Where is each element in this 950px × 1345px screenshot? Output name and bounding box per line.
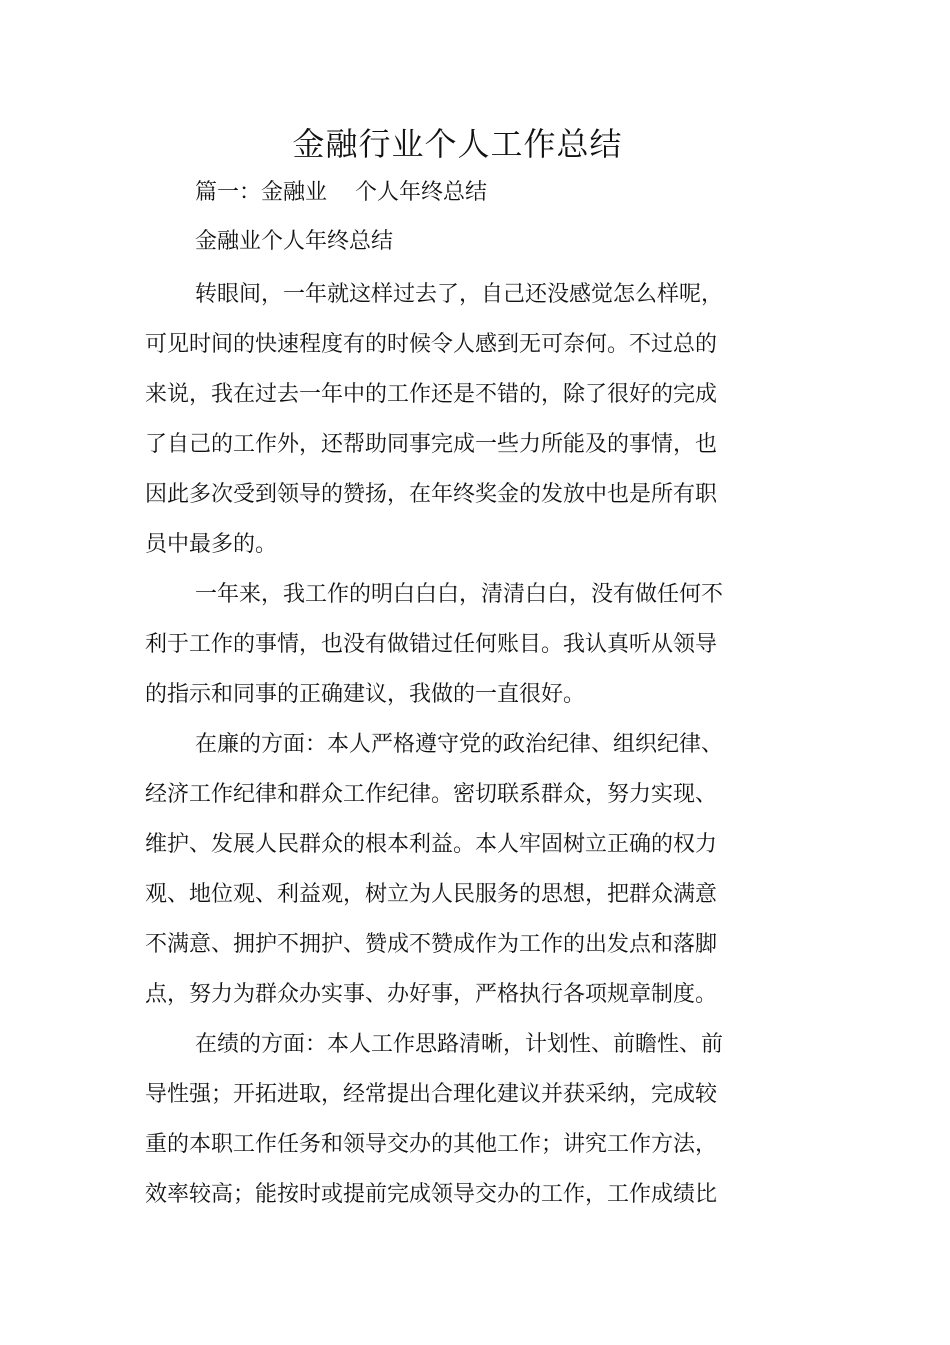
text-line: 可见时间的快速程度有的时候令人感到无可奈何。不过总的 xyxy=(145,332,718,357)
text-line: 员中最多的。 xyxy=(145,532,278,557)
text-line: 利于工作的事情，也没有做错过任何账目。我认真听从领导 xyxy=(145,632,718,657)
text-line: 点，努力为群众办实事、办好事，严格执行各项规章制度。 xyxy=(145,982,718,1007)
text-line: 观、地位观、利益观，树立为人民服务的思想，把群众满意 xyxy=(145,882,718,907)
text-line: 在廉的方面：本人严格遵守党的政治纪律、组织纪律、 xyxy=(195,732,724,757)
text-line: 效率较高；能按时或提前完成领导交办的工作，工作成绩比 xyxy=(145,1182,718,1207)
text-line: 经济工作纪律和群众工作纪律。密切联系群众，努力实现、 xyxy=(145,782,718,807)
section-heading: 金融业个人年终总结 xyxy=(195,229,394,254)
text-line: 来说，我在过去一年中的工作还是不错的，除了很好的完成 xyxy=(145,382,718,407)
text-line: 转眼间，一年就这样过去了，自己还没感觉怎么样呢， xyxy=(195,282,724,307)
text-line: 导性强；开拓进取，经常提出合理化建议并获采纳，完成较 xyxy=(145,1082,718,1107)
section-subheading: 篇一：金融业 个人年终总结 xyxy=(195,180,487,205)
text-line: 的指示和同事的正确建议，我做的一直很好。 xyxy=(145,682,586,707)
text-line: 一年来，我工作的明白白白，清清白白，没有做任何不 xyxy=(195,582,724,607)
text-line: 维护、发展人民群众的根本利益。本人牢固树立正确的权力 xyxy=(145,832,718,857)
text-line: 在绩的方面：本人工作思路清晰，计划性、前瞻性、前 xyxy=(195,1032,724,1057)
paragraph xyxy=(145,1020,755,1220)
text-line: 不满意、拥护不拥护、赞成不赞成作为工作的出发点和落脚 xyxy=(145,932,718,957)
document-title: 金融行业个人工作总结 xyxy=(292,125,623,163)
paragraph xyxy=(145,720,755,1020)
text-line: 了自己的工作外，还帮助同事完成一些力所能及的事情，也 xyxy=(145,432,718,457)
document-body xyxy=(145,270,755,1220)
text-line: 重的本职工作任务和领导交办的其他工作；讲究工作方法， xyxy=(145,1132,718,1157)
text-line: 因此多次受到领导的赞扬，在年终奖金的发放中也是所有职 xyxy=(145,482,718,507)
paragraph xyxy=(145,270,755,570)
paragraph xyxy=(145,570,755,720)
